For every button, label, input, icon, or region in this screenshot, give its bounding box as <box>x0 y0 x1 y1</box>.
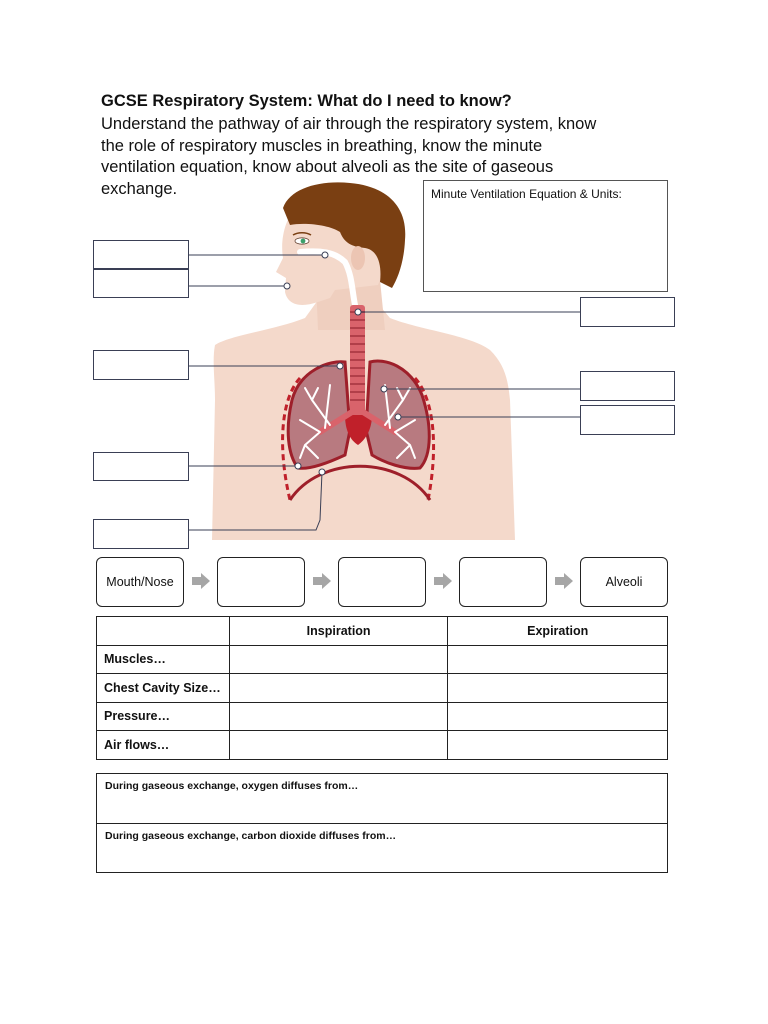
pathway-step-alveoli[interactable]: Alveoli <box>580 557 668 607</box>
label-box-bronchi[interactable] <box>580 371 675 401</box>
cell-muscles-expiration[interactable] <box>448 645 668 674</box>
pathway-step-mouth-nose[interactable]: Mouth/Nose <box>96 557 184 607</box>
row-label-chest-cavity-size: Chest Cavity Size… <box>97 674 230 703</box>
table-row <box>97 702 668 731</box>
cell-chest-inspiration[interactable] <box>229 674 448 703</box>
table-row <box>97 645 668 674</box>
intro-line: ventilation equation, know about alveoli as the site of gaseous <box>101 158 554 176</box>
co2-diffusion-prompt[interactable]: During gaseous exchange, carbon dioxide diffuses from… <box>105 830 397 842</box>
label-box-left-lower[interactable] <box>93 452 189 481</box>
intro-line: Understand the pathway of air through the respiratory system, know <box>101 115 597 133</box>
table-header-inspiration: Inspiration <box>229 617 448 646</box>
intro-line: exchange. <box>101 179 178 198</box>
page-title: GCSE Respiratory System: What do I need to know? <box>101 92 512 110</box>
row-label-muscles: Muscles… <box>97 645 230 674</box>
table-row <box>97 731 668 760</box>
arrow-right-icon <box>313 573 331 589</box>
cell-pressure-inspiration[interactable] <box>229 702 448 731</box>
pathway-step-2[interactable] <box>217 557 305 607</box>
cell-muscles-inspiration[interactable] <box>229 645 448 674</box>
row-label-pressure: Pressure… <box>97 702 230 731</box>
label-box-diaphragm[interactable] <box>93 519 189 549</box>
pathway-step-4[interactable] <box>459 557 547 607</box>
trachea-illustration <box>350 305 365 415</box>
intro-line: the role of respiratory muscles in breathing, know the minute <box>101 136 543 155</box>
minute-ventilation-label: Minute Ventilation Equation & Units: <box>431 187 622 201</box>
table-header-blank <box>97 617 230 646</box>
table-header-expiration: Expiration <box>448 617 668 646</box>
table-row <box>97 674 668 703</box>
cell-chest-expiration[interactable] <box>448 674 668 703</box>
label-box-mouth[interactable] <box>93 269 189 298</box>
label-box-bronchioles[interactable] <box>580 405 675 435</box>
label-box-left-upper[interactable] <box>93 350 189 380</box>
oxygen-diffusion-prompt[interactable]: During gaseous exchange, oxygen diffuses from… <box>97 774 667 824</box>
arrow-right-icon <box>434 573 452 589</box>
minute-ventilation-box[interactable] <box>423 180 668 292</box>
cell-pressure-expiration[interactable] <box>448 702 668 731</box>
cell-airflow-expiration[interactable] <box>448 731 668 760</box>
gaseous-exchange-box <box>96 773 668 873</box>
arrow-right-icon <box>192 573 210 589</box>
table-header-row <box>97 617 668 646</box>
arrow-right-icon <box>555 573 573 589</box>
row-label-air-flows: Air flows… <box>97 731 230 760</box>
cell-airflow-inspiration[interactable] <box>229 731 448 760</box>
label-box-trachea[interactable] <box>580 297 675 327</box>
pathway-step-3[interactable] <box>338 557 426 607</box>
label-box-nasal-cavity[interactable] <box>93 240 189 269</box>
breathing-table <box>96 616 668 760</box>
